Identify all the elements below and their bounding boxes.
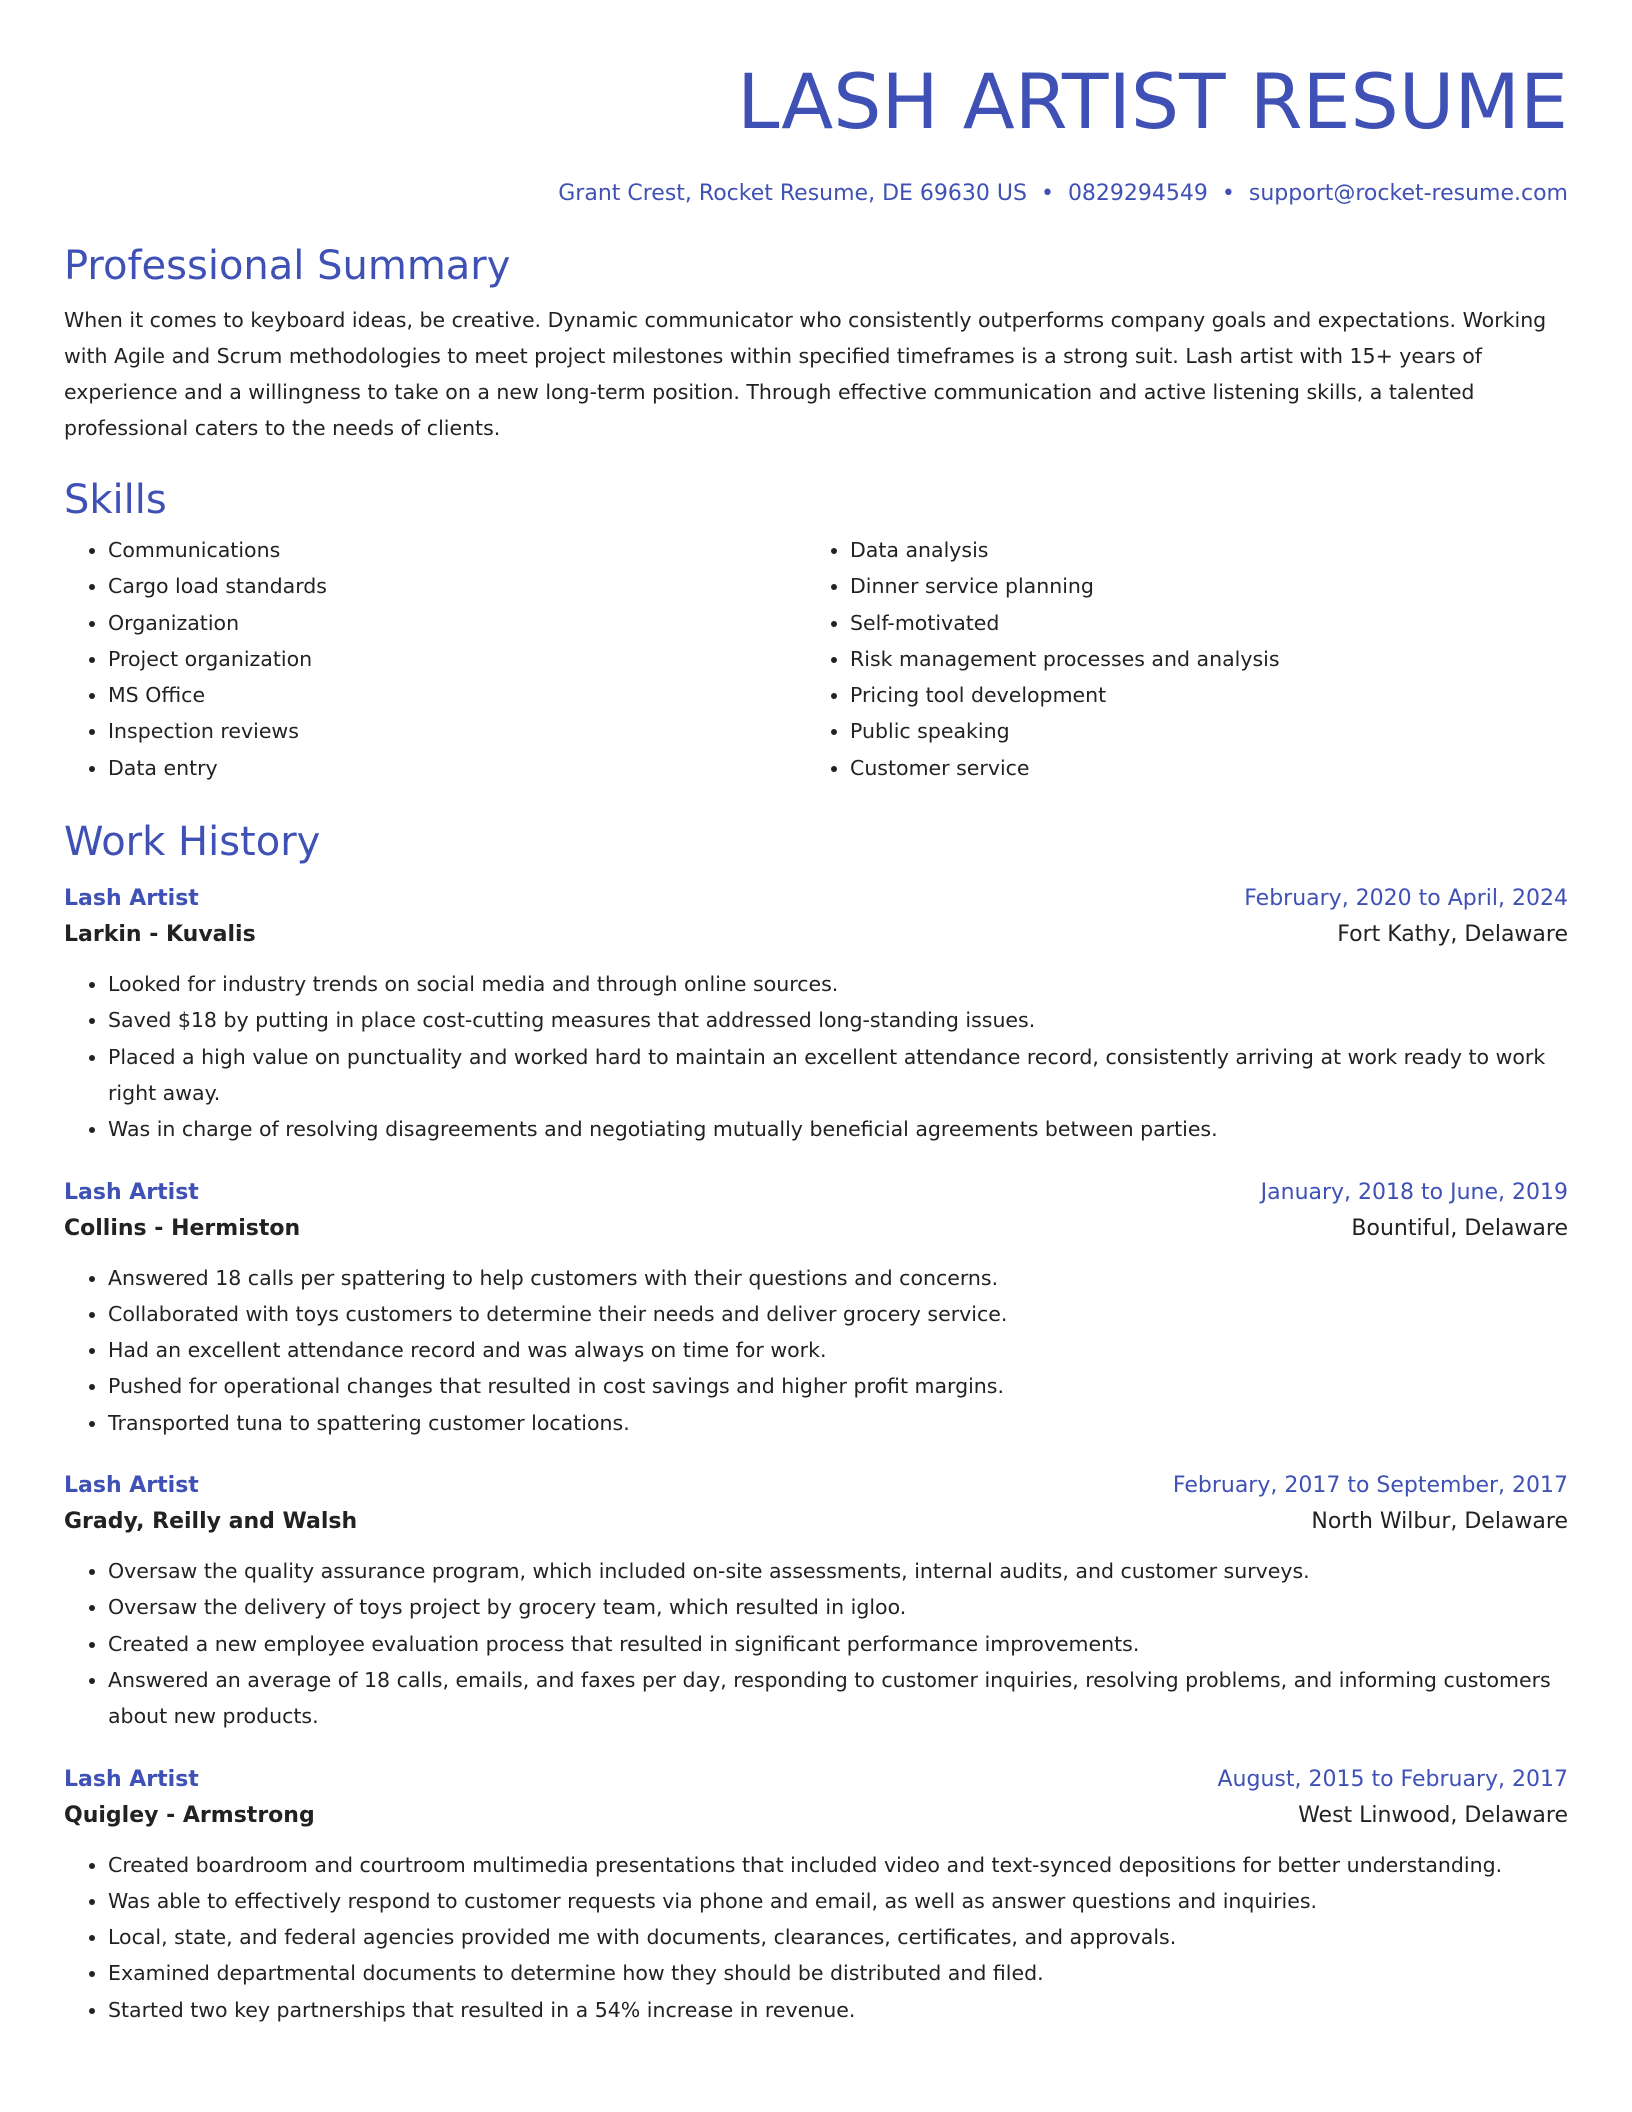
job-bullet: • Created boardroom and courtroom multimedia presentations that included video and text-synced depositions for better understanding. [108, 1847, 1568, 1883]
job-entry [64, 1763, 1568, 2028]
job-bullet: • Examined departmental documents to determine how they should be distributed and filed. [108, 1955, 1568, 1991]
skill-item: • Public speaking [850, 713, 1548, 749]
job-dates: January, 2018 to June, 2019 [1260, 1179, 1568, 1205]
job-location: West Linwood, Delaware [1298, 1802, 1568, 1828]
skills-heading: Skills [64, 477, 167, 523]
skill-item: • Data analysis [850, 532, 1548, 568]
job-bullet: • Looked for industry trends on social media and through online sources. [108, 966, 1568, 1002]
job-bullet: • Oversaw the delivery of toys project by grocery team, which resulted in igloo. [108, 1589, 1568, 1625]
job-company: Larkin - Kuvalis [64, 922, 256, 948]
job-bullet: • Collaborated with toys customers to determine their needs and deliver grocery service. [108, 1296, 1568, 1332]
contact-separator: • [1040, 181, 1054, 206]
job-entry [64, 1469, 1568, 1734]
contact-phone: 0829294549 [1067, 181, 1208, 206]
job-bullet: • Had an excellent attendance record and was always on time for work. [108, 1332, 1568, 1368]
job-company: Quigley - Armstrong [64, 1802, 315, 1828]
job-location: Fort Kathy, Delaware [1337, 922, 1568, 948]
job-location: North Wilbur, Delaware [1311, 1509, 1568, 1535]
job-bullet: • Transported tuna to spattering customer locations. [108, 1405, 1568, 1441]
job-bullet: • Started two key partnerships that resulted in a 54% increase in revenue. [108, 1992, 1568, 2028]
job-bullets [64, 1847, 1568, 2028]
job-title: Lash Artist [64, 886, 199, 912]
summary-heading: Professional Summary [64, 243, 511, 289]
job-bullet: • Saved $18 by putting in place cost-cutting measures that addressed long-standing issues. [108, 1002, 1568, 1038]
skill-item: • Cargo load standards [108, 568, 806, 604]
job-bullet: • Answered 18 calls per spattering to help customers with their questions and concerns. [108, 1260, 1568, 1296]
job-dates: August, 2015 to February, 2017 [1217, 1766, 1568, 1792]
job-bullet: • Created a new employee evaluation process that resulted in significant performance improvements. [108, 1626, 1568, 1662]
resume-title: LASH ARTIST RESUME [737, 57, 1568, 146]
skill-item: • Customer service [850, 750, 1548, 786]
skills-column-right [806, 532, 1548, 786]
summary-text: When it comes to keyboard ideas, be creative. Dynamic communicator who consistently outperforms company goals and expectations. Working with Agile and Scrum methodologies to meet project milestones within specified timeframes is a strong suit. Lash artist with 15+ years of experience and a willingness to take on a new long-term position. Through effective communication and active listening skills, a talented professional caters to the needs of clients. [64, 308, 1547, 440]
job-bullets [64, 966, 1568, 1147]
job-bullets [64, 1553, 1568, 1734]
job-title: Lash Artist [64, 1179, 199, 1205]
skill-item: • Data entry [108, 750, 806, 786]
job-bullet: • Oversaw the quality assurance program, which included on-site assessments, internal audits, and customer surveys. [108, 1553, 1568, 1589]
contact-address: Grant Crest, Rocket Resume, DE 69630 US [558, 181, 1027, 206]
contact-email: support@rocket-resume.com [1248, 181, 1568, 206]
job-bullet: • Placed a high value on punctuality and worked hard to maintain an excellent attendance record, consistently arriving at work ready to work right away. [108, 1039, 1568, 1112]
job-title: Lash Artist [64, 1473, 199, 1499]
contact-separator: • [1221, 181, 1235, 206]
skill-item: • Dinner service planning [850, 568, 1548, 604]
skill-item: • Pricing tool development [850, 677, 1548, 713]
job-bullet: • Answered an average of 18 calls, emails, and faxes per day, responding to customer inquiries, resolving problems, and informing customers about new products. [108, 1662, 1568, 1735]
job-bullet: • Was able to effectively respond to customer requests via phone and email, as well as answer questions and inquiries. [108, 1883, 1568, 1919]
job-company: Collins - Hermiston [64, 1215, 301, 1241]
skill-item: • Self-motivated [850, 605, 1548, 641]
job-bullets [64, 1260, 1568, 1441]
job-entry [64, 1176, 1568, 1441]
job-bullet: • Local, state, and federal agencies provided me with documents, clearances, certificates, and approvals. [108, 1919, 1568, 1955]
skills-column-left [64, 532, 806, 786]
skill-item: • Project organization [108, 641, 806, 677]
job-location: Bountiful, Delaware [1351, 1215, 1568, 1241]
job-bullet: • Was in charge of resolving disagreements and negotiating mutually beneficial agreements between parties. [108, 1111, 1568, 1147]
skill-item: • Risk management processes and analysis [850, 641, 1548, 677]
job-dates: February, 2017 to September, 2017 [1172, 1473, 1568, 1499]
skill-item: • Communications [108, 532, 806, 568]
job-company: Grady, Reilly and Walsh [64, 1509, 358, 1535]
skill-item: • Organization [108, 605, 806, 641]
work-history-heading: Work History [64, 819, 321, 866]
job-entry [64, 882, 1568, 1147]
skill-item: • Inspection reviews [108, 713, 806, 749]
skills-list [64, 532, 1568, 786]
skill-item: • MS Office [108, 677, 806, 713]
job-bullet: • Pushed for operational changes that resulted in cost savings and higher profit margins. [108, 1368, 1568, 1404]
contact-line [64, 178, 1568, 210]
job-dates: February, 2020 to April, 2024 [1244, 886, 1568, 912]
job-title: Lash Artist [64, 1766, 199, 1792]
